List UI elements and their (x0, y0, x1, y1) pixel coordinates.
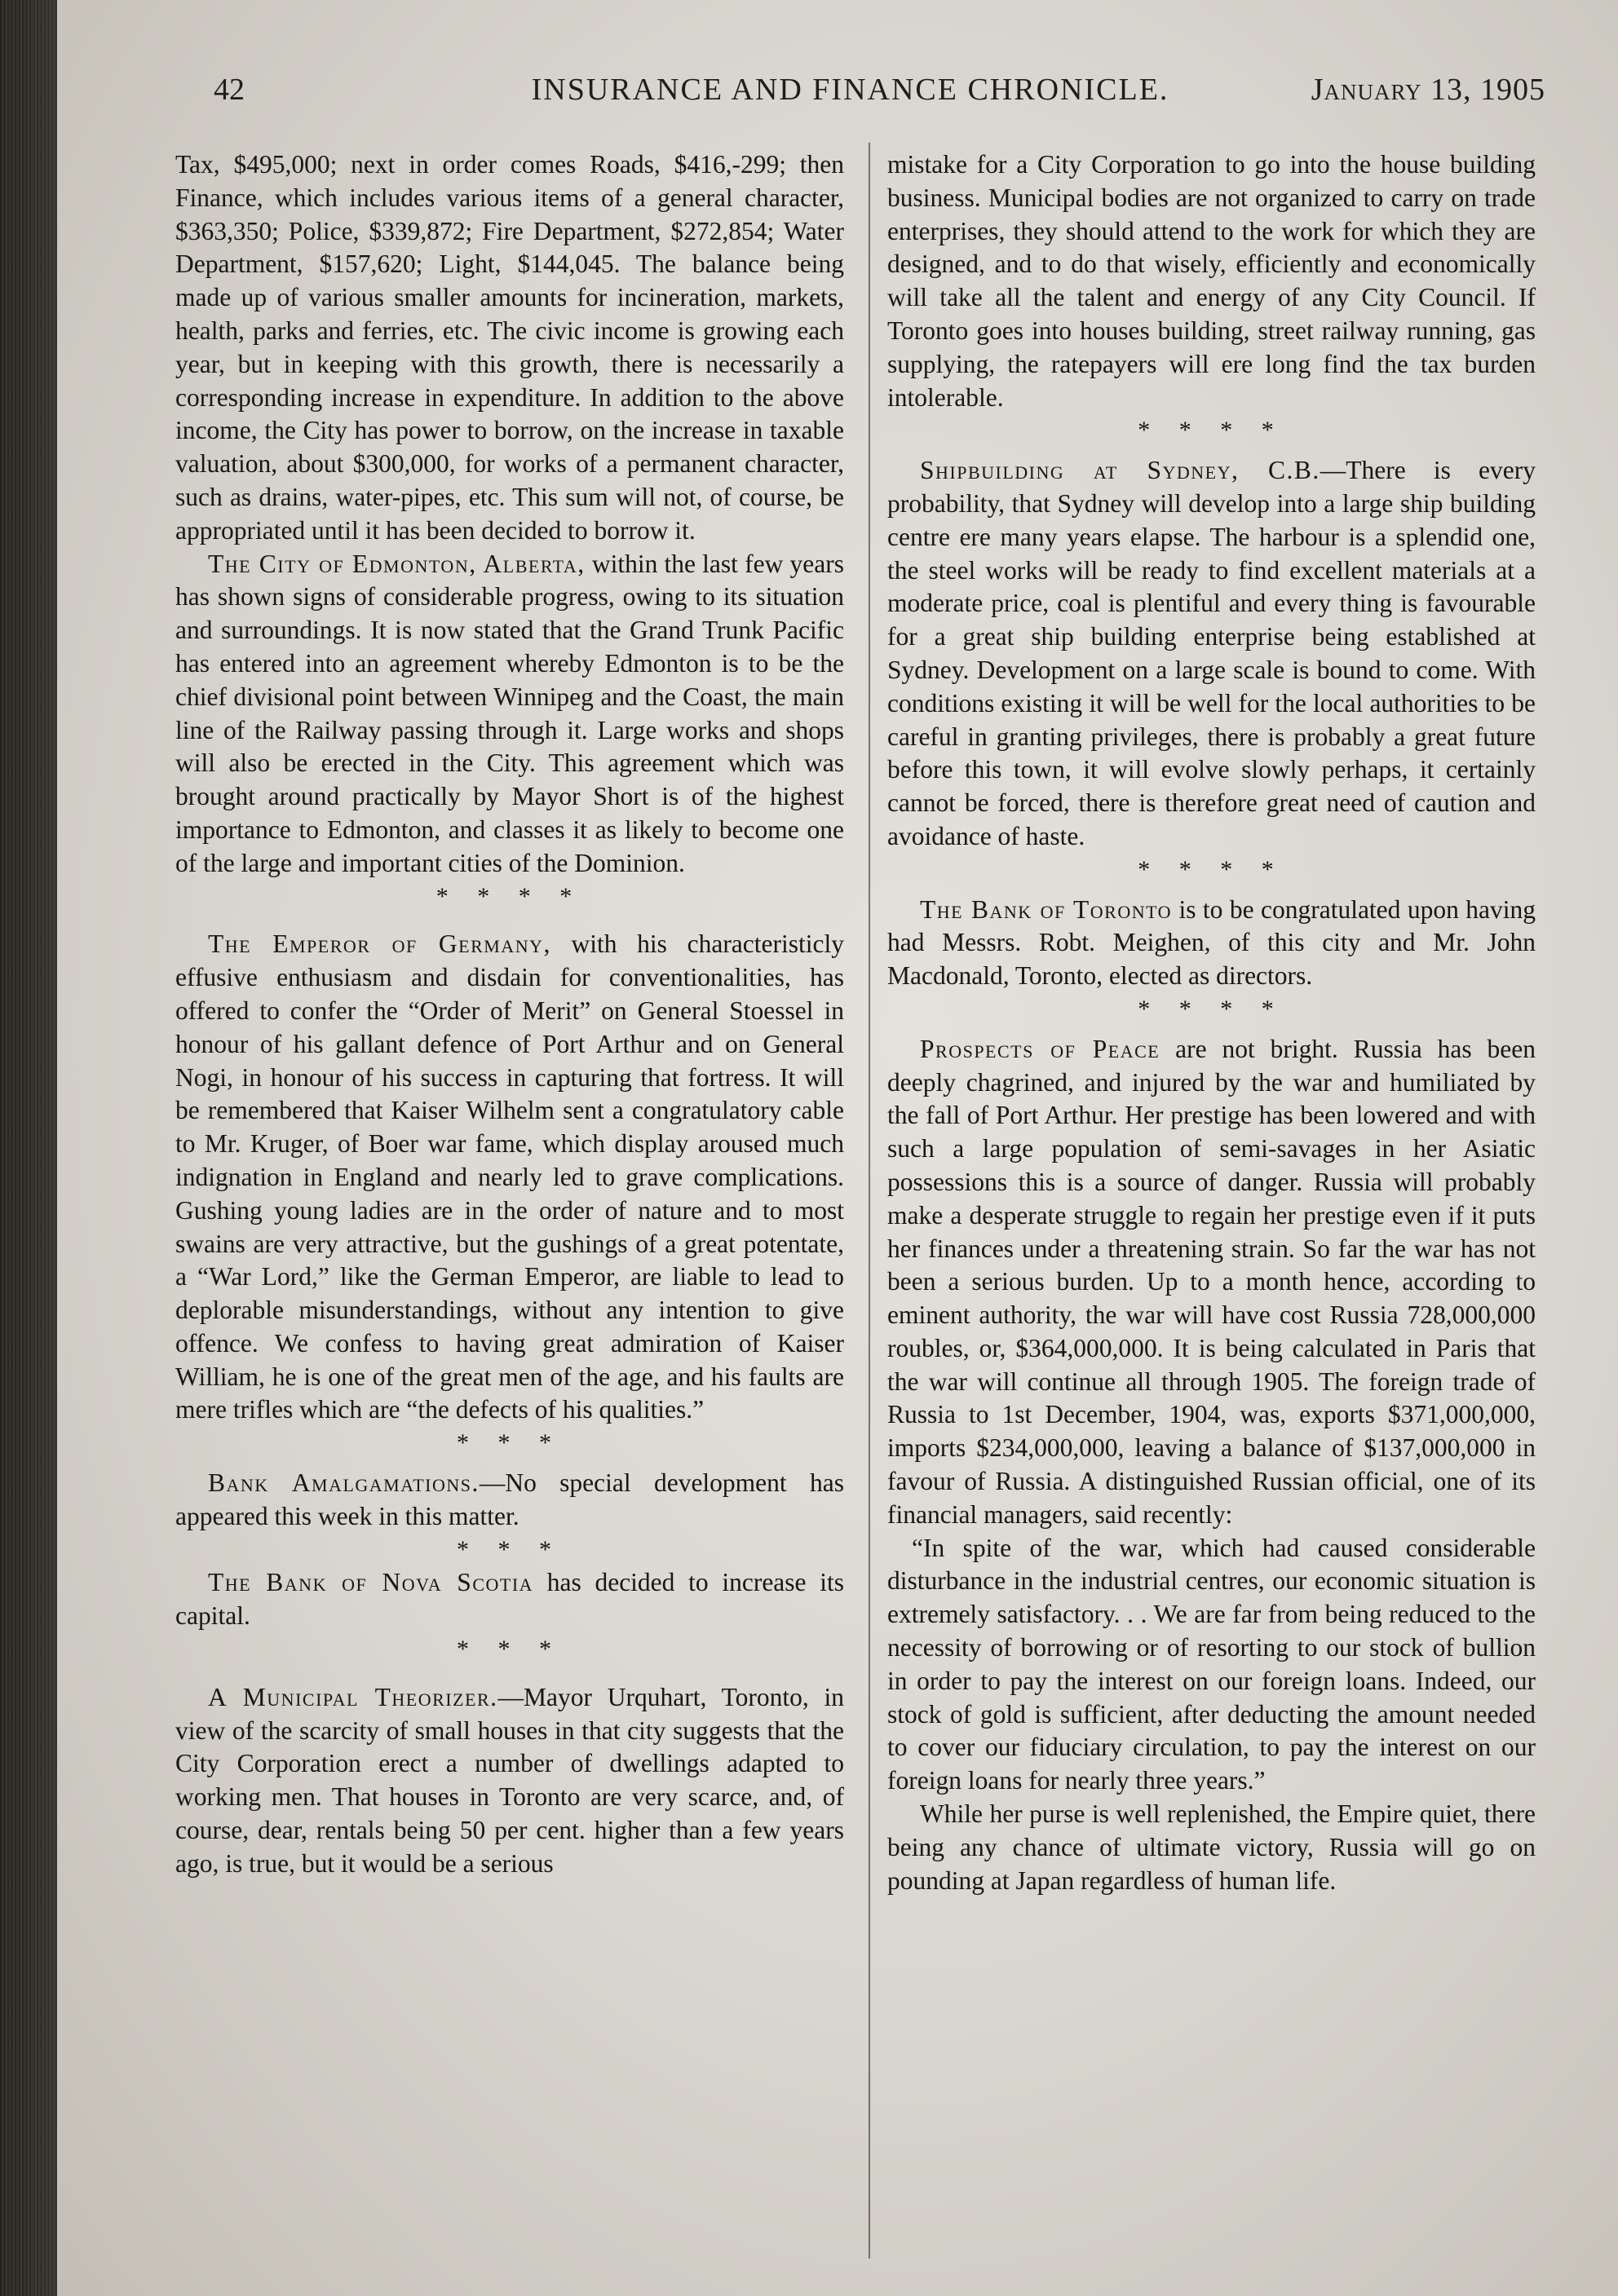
article-edmonton (175, 548, 844, 881)
article-municipal-theorizer-continued: mistake for a City Corporation to go into the house building business. Municipal bodies are not organized to carry on trade enterprises, they should attend to the work for which they are designed, and to do that wisely, efficiently and economically will take all the talent and energy of any City Council. If Toronto goes into houses building, street railway running, gas supplying, the ratepayers will ere long find the tax burden intolerable. (887, 150, 1536, 412)
article-body: —Mayor Urquhart, Toronto, in view of the scarcity of small houses in that city suggests that the City Corporation erect a number of dwellings adapted to working men. That houses in Toronto are very scarce, and, of course, dear, rentals being 50 per cent. higher than a few years ago, is true, but it would be a serious (175, 1682, 845, 1878)
article-body: —No special development has appeared this week in this matter. (175, 1468, 844, 1530)
article-body: has decided to increase its capital. (175, 1568, 844, 1631)
article-emperor-of-germany (175, 928, 844, 1427)
left-column (175, 148, 844, 1881)
section-separator: * * * (457, 1535, 563, 1563)
article-bank-amalgamations (175, 1467, 844, 1534)
quotation: “In spite of the war, which had caused considerable disturbance in the industrial centres, our economic situation is extremely satisfactory. . . We are far from being reduced to the necessity of borrowing or of resorting to our stock of bullion in order to pay the interest on our foreign loans. Indeed, our stock of gold is sufficient, after deducting the amount needed to cover our fiduciary circulation, to pay the interest on our foreign loans for nearly three years.” (887, 1533, 1536, 1795)
section-separator: * * * * (1138, 417, 1285, 444)
running-header (155, 72, 1545, 113)
right-column (887, 148, 1536, 1897)
section-separator: * * * * (1138, 855, 1285, 883)
article-bank-of-toronto (887, 894, 1536, 993)
section-separator: * * * * (435, 882, 584, 910)
closing-paragraph: While her purse is well replenished, the Empire quiet, there being any chance of ultimate victory, Russia will go on pounding at Japan regardless of human life. (887, 1799, 1536, 1895)
article-prospects-of-peace (887, 1033, 1536, 1532)
article-heading: Shipbuilding at Sydney, C.B. (920, 456, 1320, 485)
article-body: are not bright. Russia has been deeply chagrined, and injured by the war and humiliated by the fall of Port Arthur. Her prestige has been lowered and with such a large population of semi-savages in her Asiatic possessions this is a source of danger. Russia will probably make a desperate struggle to regain her prestige even if it puts her finances under a threatening strain. So far the war has not been a serious burden. Up to a month hence, according to eminent authority, the war will have cost Russia 728,000,000 roubles, or, $364,000,000. It is being calculated in Paris that the war will continue all through 1905. The foreign trade of Russia to 1st December, 1904, was, exports $371,000,000, imports $234,000,000, leaving a balance of $137,000,000 in favour of Russia. A distinguished Russian official, one of its financial managers, said recently: (887, 1034, 1536, 1529)
journal-title: INSURANCE AND FINANCE CHRONICLE. (531, 73, 1169, 107)
column-divider (869, 143, 870, 2258)
article-municipal-theorizer (175, 1681, 844, 1881)
article-heading: A Municipal Theorizer. (208, 1682, 498, 1711)
book-spine (0, 0, 57, 2296)
article-heading: Bank Amalgamations. (208, 1468, 480, 1498)
article-heading: The Bank of Toronto (920, 894, 1173, 924)
article-body: within the last few years has shown signs of considerable progress, owing to its situation and surroundings. It is now stated that the Grand Trunk Pacific has entered into an agreement whereby Edmonton is to be the chief divisional point between Winnipeg and the Coast, the main line of the Railway passing through it. Large works and shops will also be erected in the City. This agreement which was brought around practically by Mayor Short is of the highest importance to Edmonton, and classes it as likely to become one of the large and important cities of the Dominion. (175, 549, 844, 877)
article-body: with his characteristicly effusive enthusiasm and disdain for conventionalities, has offered to confer the “Order of Merit” on General Stoessel in honour of his gallant defence of Port Arthur and on General Nogi, in honour of his success in capturing that fortress. It will be remembered that Kaiser Wilhelm sent a congratulatory cable to Mr. Kruger, of Boer war fame, which display aroused much indignation in England and nearly led to grave complications. Gushing young ladies are in the order of nature and to most swains are very attractive, but the gushings of a great potentate, a “War Lord,” like the German Emperor, are liable to lead to deplorable misunderstandings, without any intention to give offence. We confess to having great admiration of Kaiser William, he is one of the great men of the age, and his faults are mere trifles which are “the defects of his qualities.” (175, 929, 844, 1424)
section-separator: * * * (457, 1429, 563, 1457)
page-number: 42 (214, 73, 245, 107)
article-body: is to be congratulated upon having had Messrs. Robt. Meighen, of this city and Mr. John Macdonald, Toronto, elected as directors. (887, 894, 1536, 991)
article-municipal-finance-continued: Tax, $495,000; next in order comes Roads, $416,-299; then Finance, which includes various items of a general character, $363,350; Police, $339,872; Fire Department, $272,854; Water Department, $157,620; Light, $144,045. The balance being made up of various smaller amounts for incineration, markets, health, parks and ferries, etc. The civic income is growing each year, but in keeping with this growth, there is necessarily a corresponding increase in expenditure. In addition to the above income, the City has power to borrow, on the increase in taxable valuation, about $300,000, for works of a permanent character, such as drains, water-pipes, etc. This sum will not, of course, be appropriated until it has been decided to borrow it. (175, 150, 844, 545)
section-separator: * * * * (1138, 995, 1285, 1022)
article-heading: The City of Edmonton, Alberta, (208, 549, 586, 578)
article-bank-of-nova-scotia (175, 1566, 844, 1633)
section-separator: * * * (457, 1636, 563, 1663)
article-shipbuilding-sydney (887, 454, 1536, 854)
article-heading: The Emperor of Germany, (208, 929, 551, 959)
article-heading: The Bank of Nova Scotia (208, 1568, 534, 1597)
article-heading: Prospects of Peace (920, 1034, 1160, 1063)
article-body: —There is every probability, that Sydney will develop into a large ship building centre ere many years elapse. The harbour is a splendid one, the steel works will be ready to find excellent materials at a moderate price, coal is plentiful and every thing is favourable for a great ship building enterprise being established at Sydney. Development on a large scale is bound to come. With conditions existing it will be well for the local authorities to be careful in granting privileges, there is probably a great future before this town, it will evolve slowly perhaps, it certainly cannot be forced, there is therefore great need of caution and avoidance of haste. (887, 456, 1536, 850)
issue-date: January 13, 1905 (1311, 73, 1545, 107)
